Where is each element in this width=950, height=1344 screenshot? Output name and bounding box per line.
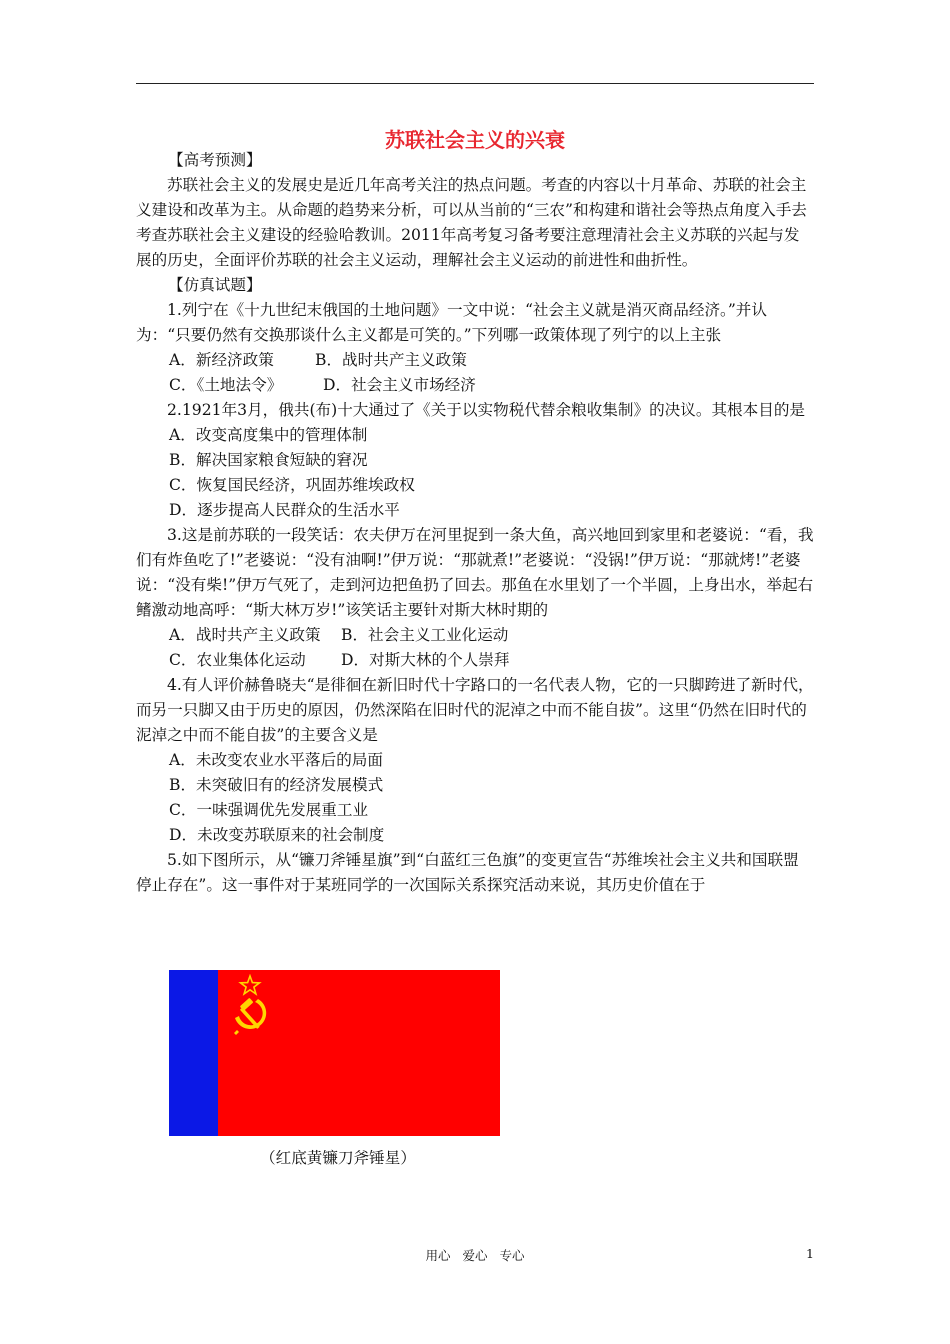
question-1-options-row-2 (136, 373, 814, 398)
header-rule (136, 83, 814, 84)
question-2-option-b: B．解决国家粮食短缺的窘况 (169, 451, 368, 469)
section-heading-questions: 【仿真试题】 (168, 276, 262, 294)
question-3-option-c: C．农业集体化运动 (169, 651, 306, 669)
question-2-stem: 2.1921年3月，俄共(布)十大通过了《关于以实物税代替余粮收集制》的决议。其根本目的是 (167, 401, 806, 419)
question-3-option-b: B．社会主义工业化运动 (341, 626, 509, 644)
question-4-option-d: D．未改变苏联原来的社会制度 (169, 826, 385, 844)
question-2-option-d: D．逐步提高人民群众的生活水平 (169, 501, 400, 519)
question-5-stem: 5.如下图所示，从“镰刀斧锤星旗”到“白蓝红三色旗”的变更宣告“苏维埃社会主义共和国联盟停止存在”。这一事件对于某班同学的一次国际关系探究活动来说，其历史价值在于 (136, 851, 799, 894)
question-4-option-b: B．未突破旧有的经济发展模式 (169, 776, 384, 794)
section-heading-forecast: 【高考预测】 (168, 151, 262, 169)
page-footer: 用心 爱心 专心 (425, 1248, 525, 1263)
soviet-flag-figure (169, 970, 500, 1136)
question-4-option-c: C．一味强调优先发展重工业 (169, 801, 369, 819)
page-number: 1 (806, 1246, 814, 1261)
flag-blue-stripe (169, 970, 218, 1136)
question-1-option-c: C．《土地法令》 (169, 376, 283, 394)
document-body (136, 148, 814, 898)
question-4-stem: 4.有人评价赫鲁晓夫“是徘徊在新旧时代十字路口的一名代表人物，它的一只脚跨进了新时代，而另一只脚又由于历史的原因，仍然深陷在旧时代的泥淖之中而不能自拔”。这里“仍然在旧时代的泥淖之中而不能自拔”的主要含义是 (136, 676, 814, 744)
question-3-options-row-2 (136, 648, 814, 673)
question-4-option-a: A．未改变农业水平落后的局面 (169, 751, 383, 769)
question-2-option-c: C．恢复国民经济，巩固苏维埃政权 (169, 476, 415, 494)
question-1-options-row-1 (136, 348, 814, 373)
question-1-option-d: D．社会主义市场经济 (323, 376, 476, 394)
question-1-stem: 1.列宁在《十九世纪末俄国的土地问题》一文中说：“社会主义就是消灭商品经济。”并认为：“只要仍然有交换那谈什么主义都是可笑的。”下列哪一政策体现了列宁的以上主张 (136, 301, 767, 344)
question-1-option-a: A．新经济政策 (169, 351, 274, 369)
hammer-sickle-star-icon (227, 974, 273, 1046)
question-3-option-d: D．对斯大林的个人崇拜 (341, 651, 510, 669)
page-title: 苏联社会主义的兴衰 (385, 128, 565, 152)
question-2-option-a: A．改变高度集中的管理体制 (169, 426, 368, 444)
question-1-option-b: B．战时共产主义政策 (315, 351, 467, 369)
forecast-paragraph: 苏联社会主义的发展史是近几年高考关注的热点问题。考查的内容以十月革命、苏联的社会主义建设和改革为主。从命题的趋势来分析，可以从当前的“三农”和构建和谐社会等热点角度入手去考查苏联社会主义建设的经验哈教训。2011年高考复习备考要注意理清社会主义苏联的兴起与发展的历史，全面评价苏联的社会主义运动，理解社会主义运动的前进性和曲折性。 (136, 176, 807, 269)
question-3-stem: 3.这是前苏联的一段笑话：农夫伊万在河里捉到一条大鱼，高兴地回到家里和老婆说：“看，我们有炸鱼吃了!”老婆说：“没有油啊!”伊万说：“那就煮!”老婆说：“没锅!”伊万说：“那就烤!”老婆说：“没有柴!”伊万气死了，走到河边把鱼扔了回去。那鱼在水里划了一个半圆，上身出水，举起右鳍激动地高呼：“斯大林万岁!”该笑话主要针对斯大林时期的 (136, 526, 814, 619)
question-3-options-row-1 (136, 623, 814, 648)
figure-caption: （红底黄镰刀斧锤星） (260, 1149, 416, 1167)
question-3-option-a: A．战时共产主义政策 (169, 626, 321, 644)
